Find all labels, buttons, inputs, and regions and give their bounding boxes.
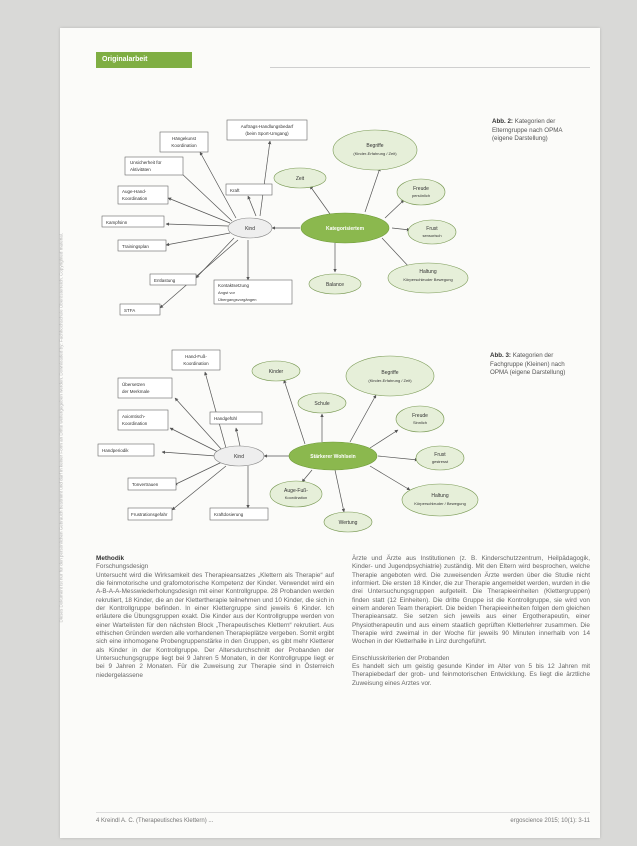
fig3-handfuss-sub: Koordination	[183, 361, 209, 366]
fig2-kontaktsetzung-label: Kontaktsetzung	[218, 283, 250, 288]
footer-left: 4 Kreindl A. C. (Therapeutisches Klettern) ...	[96, 818, 214, 824]
fig2-balance-label: Balance	[325, 282, 345, 288]
fig3-uebersetzen-sub: der Merkmale	[122, 389, 150, 394]
footer-rule	[96, 812, 590, 813]
fig2-kontaktsetzung-sub: Angst vor	[218, 290, 235, 295]
fig2-trainingsplan-label: Trainingsplan	[122, 244, 149, 249]
fig3-axiom-sub: Koordination	[122, 421, 148, 426]
fig3-kind-label: Kind	[233, 454, 245, 460]
fig3-frust-node	[416, 446, 464, 470]
figure-2-caption-text: Kategorien der Elterngruppe nach OPMA (eigene Darstellung)	[492, 118, 563, 142]
side-watermark-text: Dieses Dokument ist nur für den persönlichen Gebrauch bestimmt und darf in keiner Form an Dritte weitergegeben werden. Downloaded by: Fachhochschule Oberösterreich. Copyrighted material.	[58, 233, 64, 623]
fig3-haltung-label: Haltung	[431, 493, 449, 499]
fig3-tonvertrauen-label: Tonvertrauen	[132, 482, 159, 487]
figure-2-caption-label: Abb. 2:	[492, 118, 513, 125]
fig2-augehand-sub: Koordination	[122, 196, 148, 201]
fig2-zeit-label: Zeit	[295, 176, 305, 182]
figure-3-caption	[490, 352, 574, 378]
fig3-freude-label: Freude	[412, 413, 428, 419]
methodik-right-column	[352, 555, 590, 688]
section-label: Originalarbeit	[96, 52, 192, 68]
fig2-frust-node	[408, 220, 456, 244]
methodik-left-column	[96, 555, 334, 680]
fig3-wertung-label: Wertung	[338, 520, 358, 526]
methodik-paragraph-1: Untersucht wird die Wirksamkeit des Therapieansatzes „Klettern als Therapie“ auf die feinmotorische und grafomotorische Kompetenz der Kinder. Verwendet wird ein A-B-A-A-Messwiederholungsdesign mit einer Kontrollgruppe. 28 Probanden werden rekrutiert, 18 Kinder, die an der Klettertherapie teilnehmen und 10 Kinder, die sich in der Kontrollgruppe befinden. In einer Klettergruppe sind jeweils 6 Kinder. Ich erläutere die Übungsgruppen exakt. Die Kinder aus der Kontrollgruppe werden von einer Wartelisten für den nächsten Block „Therapeutisches Klettern“ rekrutiert. Aus ethischen Gründen werden alle vorhandenen Therapieplätze vergeben. Somit ergibt sich eine inhomogene Probengruppenstärke in den Gruppen, es gibt mehr Kletterer als Kinder in der Kontrollgruppe. Der Altersdurchschnitt der Probanden der Untersuchungsgruppe liegt bei 9 Jahren 5 Monaten, in der Kontrollgruppe liegt er bei 9 Jahren 2 Monaten. Für die Zuweisung zur Therapie sind in Österreich niedergelassene	[96, 571, 334, 679]
fig2-frust-label: Frust	[426, 226, 438, 232]
fig2-unsicherheit-label: Unsicherheit für	[130, 160, 162, 165]
fig2-kampfsinn-label: Kampfsinn	[106, 220, 128, 225]
fig3-auge-fuss-sub: Koordination	[284, 495, 308, 500]
fig3-freude-node	[396, 406, 444, 432]
figure-2-nodes	[102, 120, 468, 315]
fig3-handperiodik-label: Handperiodik	[102, 448, 129, 453]
fig3-begriffe-node	[346, 356, 434, 396]
fig3-kinder-label: Kinder	[268, 369, 284, 375]
fig2-haengekunst-label: Hängekunst	[171, 136, 197, 141]
figure-3-caption-label: Abb. 3:	[490, 352, 511, 359]
fig3-center-label: Stärkerer Wohlsein	[310, 454, 356, 460]
fig3-auge-fuss-label: Auge-Fuß-	[284, 488, 308, 494]
fig3-uebersetzen-label: Übersetzen	[122, 382, 146, 387]
fig3-begriffe-label: Begriffe	[381, 370, 399, 376]
fig2-haltung-label: Haltung	[419, 269, 437, 275]
fig3-kraftdosierung-label: Kraftdosierung	[214, 512, 244, 517]
fig2-haengekunst-sub: Koordination	[171, 143, 197, 148]
fig2-stfa-label: STFA	[124, 308, 136, 313]
fig2-freude-node	[397, 179, 445, 205]
fig2-kontaktsetzung-sub2: Übergangsvorgängen	[218, 297, 257, 302]
fig2-freude-sub: persönlich	[411, 193, 431, 198]
figure-3-caption-text: Kategorien der Fachgruppe (Kleinen) nach OPMA (eigene Darstellung)	[490, 352, 566, 376]
fig2-begriffe-node	[333, 130, 417, 170]
fig2-begriffe-sub: (Kinder-Erfahrung / Zeit)	[353, 151, 397, 156]
fig3-axiom-label: Axiomtisch-	[122, 414, 146, 419]
fig3-frust-sub: gestresst	[431, 459, 449, 464]
fig2-auftrag-sub: (beim Sport-Umgang)	[245, 131, 289, 136]
fig3-handfuss-label: Hand-Fuß-	[185, 354, 207, 359]
fig3-auge-fuss-node	[270, 481, 322, 507]
fig3-begriffe-sub: (Kinder-Erfahrung / Zeit)	[368, 378, 412, 383]
fig3-haltung-node	[402, 484, 478, 516]
methodik-heading: Methodik	[96, 555, 125, 562]
fig3-handgefuehl-label: Handgefühl	[214, 416, 238, 421]
fig2-kraft-label: Kraft	[230, 188, 240, 193]
fig2-auftrag-label: Auftrags-Handlungsbedarf	[240, 124, 294, 129]
fig2-begriffe-label: Begriffe	[366, 143, 384, 149]
fig2-frust-sub: sensorisch	[422, 233, 442, 238]
fig2-freude-label: Freude	[413, 186, 429, 192]
methodik-paragraph-2: Ärzte und Ärzte aus Institutionen (z. B. Kinderschutzzentrum, Heilpädagogik, Kinder- und Jugendpsychiatrie) zuständig. Mit den Eltern wird besprochen, welche Therapie angeboten wird. Die zuweisenden Ärzte werden über die Studie nicht informiert. Die ersten 18 Kinder, die zur Therapie angemeldet werden, wurden in die drei Untersuchungsgruppen aufgeteilt. Die Therapieeinheiten (Klettergruppen) finden statt (12 Einheiten). Die dritte Gruppe ist die Kontrollgruppe, sie wird von einem anderen Team therapiert. Die beiden Therapieeinheiten folgen dem gleichen Therapieansatz. Sie setzen sich jeweils aus einer Ergotherapeutin, einer Physiotherapeutin und aus einem staatlich geprüften Kletterlehrer zusammen. Die Therapie wird zweimal in der Woche für jeweils 90 Minuten innerhalb von 14 Wochen in der Kletterhalle in Linz durchgeführt.	[352, 555, 590, 646]
fig3-frustrationsgefahr-label: Frustrationsgefahr	[131, 512, 168, 517]
fig2-entlastung-label: Entlastung	[154, 278, 176, 283]
fig2-augehand-label: Auge-Hand-	[122, 189, 147, 194]
fig3-freude-sub: Sinnlich	[412, 420, 428, 425]
fig2-kind-label: Kind	[244, 226, 256, 232]
fig3-frust-label: Frust	[434, 452, 446, 458]
fig2-center-label: Kategorisiertem	[325, 226, 365, 232]
figure-2-caption	[492, 118, 574, 144]
methodik-subheading: Forschungsdesign	[96, 563, 149, 571]
fig3-haltung-sub: Körperschleuder / Bewegung	[414, 501, 466, 506]
criteria-text: Es handelt sich um geistig gesunde Kinder im Alter von 5 bis 12 Jahren mit Therapiebedarf der grob- und feinmotorischen Entwicklung. Es liegt die ärztliche Zuweisung eines Arztes vor.	[352, 663, 590, 687]
fig2-unsicherheit-sub: Aktivitäten	[130, 167, 151, 172]
criteria-heading: Einschlusskriterien der Probanden	[352, 654, 450, 662]
footer-right: ergoscience 2015; 10(1): 3-11	[510, 818, 590, 824]
figure-3-nodes	[98, 350, 478, 532]
fig2-haltung-sub: Körperschleuder Bewegung	[403, 277, 453, 282]
fig3-schule-label: Schule	[314, 401, 330, 407]
